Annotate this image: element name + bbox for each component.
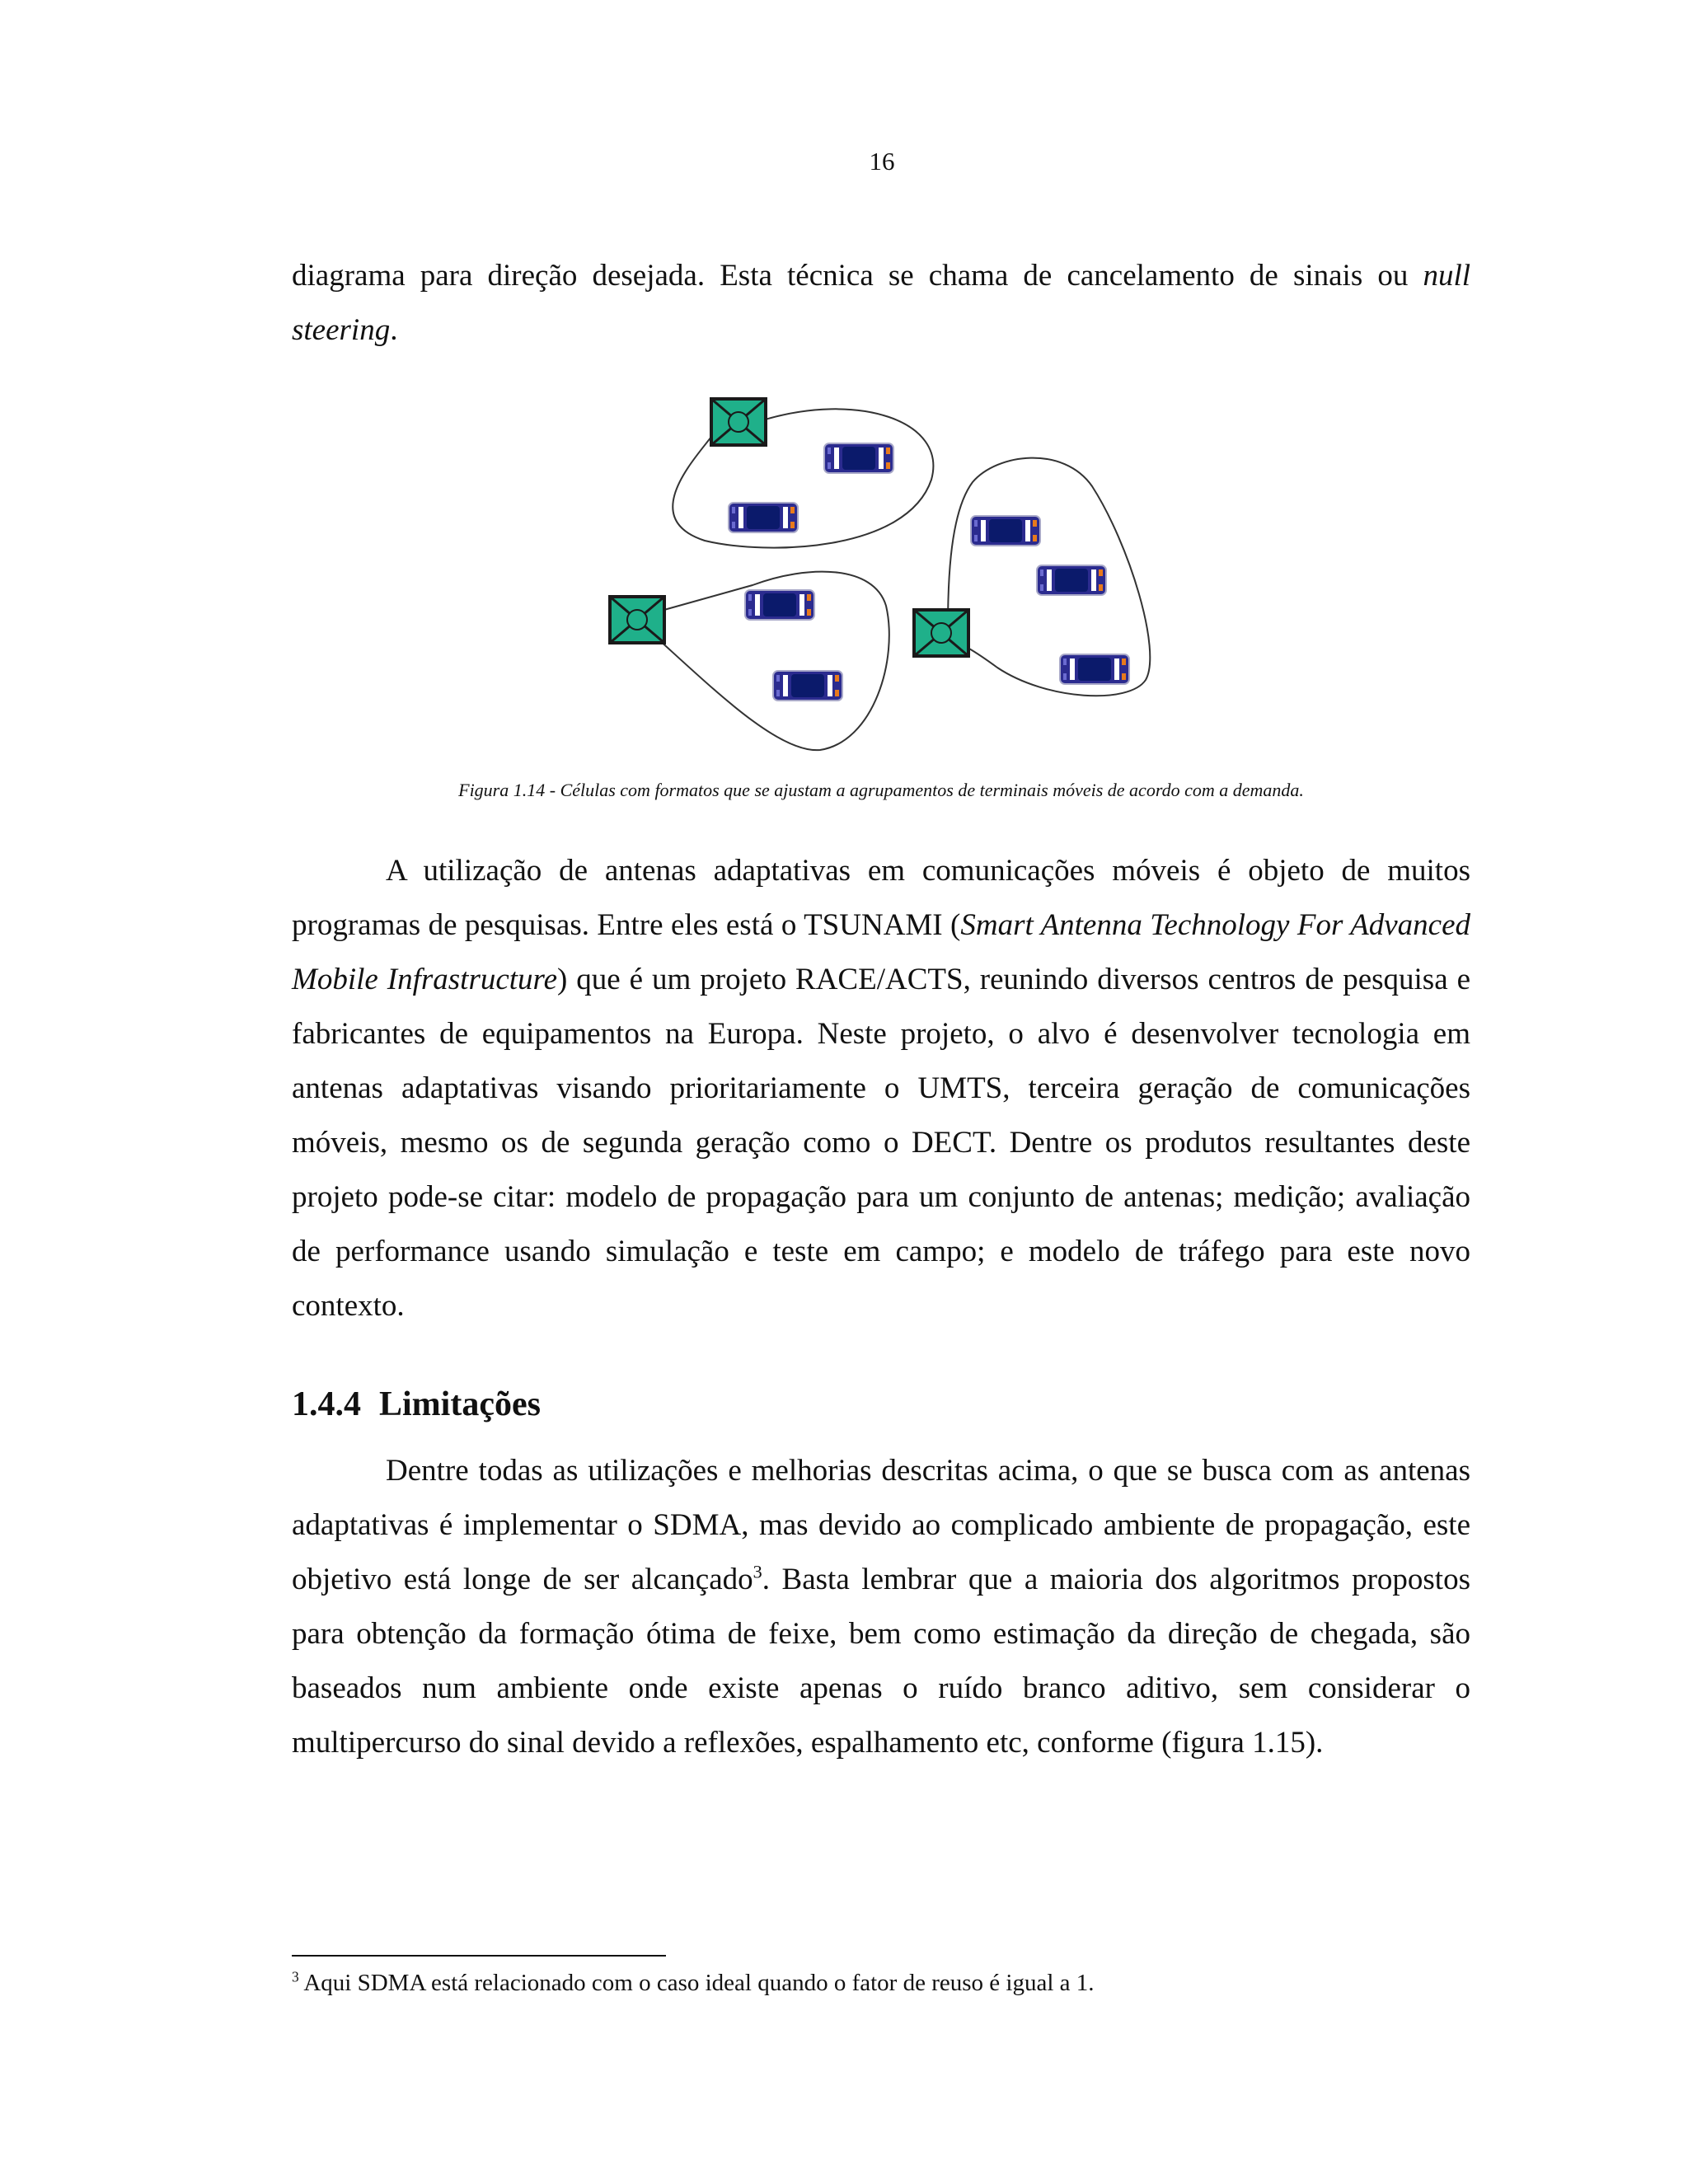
mobile-terminal-icon	[745, 590, 814, 620]
figure-cell-diagram	[602, 387, 1179, 766]
footnote-reference[interactable]: 3	[753, 1561, 762, 1582]
footnote-divider	[292, 1955, 666, 1957]
base-station-icon	[610, 597, 664, 643]
mobile-terminal-icon	[824, 443, 893, 473]
footnote	[292, 1963, 1095, 2003]
mobile-terminal-icon	[1037, 565, 1106, 595]
base-station-icon	[914, 610, 968, 656]
mobile-terminal-icon	[729, 503, 798, 532]
paragraph-limitations	[292, 1444, 1470, 1770]
intro-paragraph	[292, 249, 1470, 358]
cell-diagram-svg	[602, 387, 1179, 766]
intro-text: diagrama para direção desejada. Esta técnica se chama de cancelamento de sinais ou	[292, 259, 1423, 293]
page-number: 16	[869, 147, 895, 176]
mobile-terminal-icon	[1060, 654, 1129, 684]
footnote-mark: 3	[292, 1968, 299, 1985]
antennas-text-2: ) que é um projeto RACE/ACTS, reunindo diversos centros de pesquisa e fabricantes de equipamentos na Europa. Neste projeto, o alvo é desenvolver tecnologia em antenas adaptativas visando prioritariamente o UMTS, terceira geração de comunicações móveis, mesmo os de segunda geração como o DECT. Dentre os produtos resultantes deste projeto pode-se citar: modelo de propagação para um conjunto de antenas; medição; avaliação de performance usando simulação e teste em campo; e modelo de tráfego para este novo contexto.	[292, 963, 1471, 1323]
mobile-terminal-icon	[971, 516, 1040, 546]
section-heading	[292, 1385, 541, 1424]
limits-text-1: Dentre todas as utilizações e melhorias descritas acima, o que se busca com as antenas adaptativas é implementar o SDMA, mas devido ao complicado ambiente de propagação, este objetivo está longe de ser alcançado	[292, 1454, 1470, 1596]
base-station-icon	[711, 399, 766, 445]
paragraph-antennas	[292, 844, 1470, 1333]
footnote-text: Aqui SDMA está relacionado com o caso ideal quando o fator de reuso é igual a 1.	[298, 1970, 1095, 1996]
section-number: 1.4.4	[292, 1385, 361, 1423]
intro-italic-term: null steering	[292, 259, 1470, 347]
section-title: Limitações	[379, 1385, 541, 1423]
intro-end: .	[390, 313, 398, 347]
limits-text-2: . Basta lembrar que a maioria dos algoritmos propostos para obtenção da formação ótima de feixe, bem como estimação da direção de chegada, são baseados num ambiente onde existe apenas o ruído branco aditivo, sem considerar o multipercurso do sinal devido a reflexões, espalhamento etc, conforme (figura 1.15).	[292, 1563, 1470, 1760]
figure-caption: Figura 1.14 - Células com formatos que se ajustam a agrupamentos de terminais móveis de acordo com a demanda.	[458, 780, 1304, 800]
mobile-terminal-icon	[773, 671, 842, 701]
antennas-text-1: A utilização de antenas adaptativas em comunicações móveis é objeto de muitos programas de pesquisas. Entre eles está o TSUNAMI (	[292, 854, 1470, 942]
antennas-italic-name: Smart Antenna Technology For Advanced Mobile Infrastructure	[292, 908, 1470, 996]
